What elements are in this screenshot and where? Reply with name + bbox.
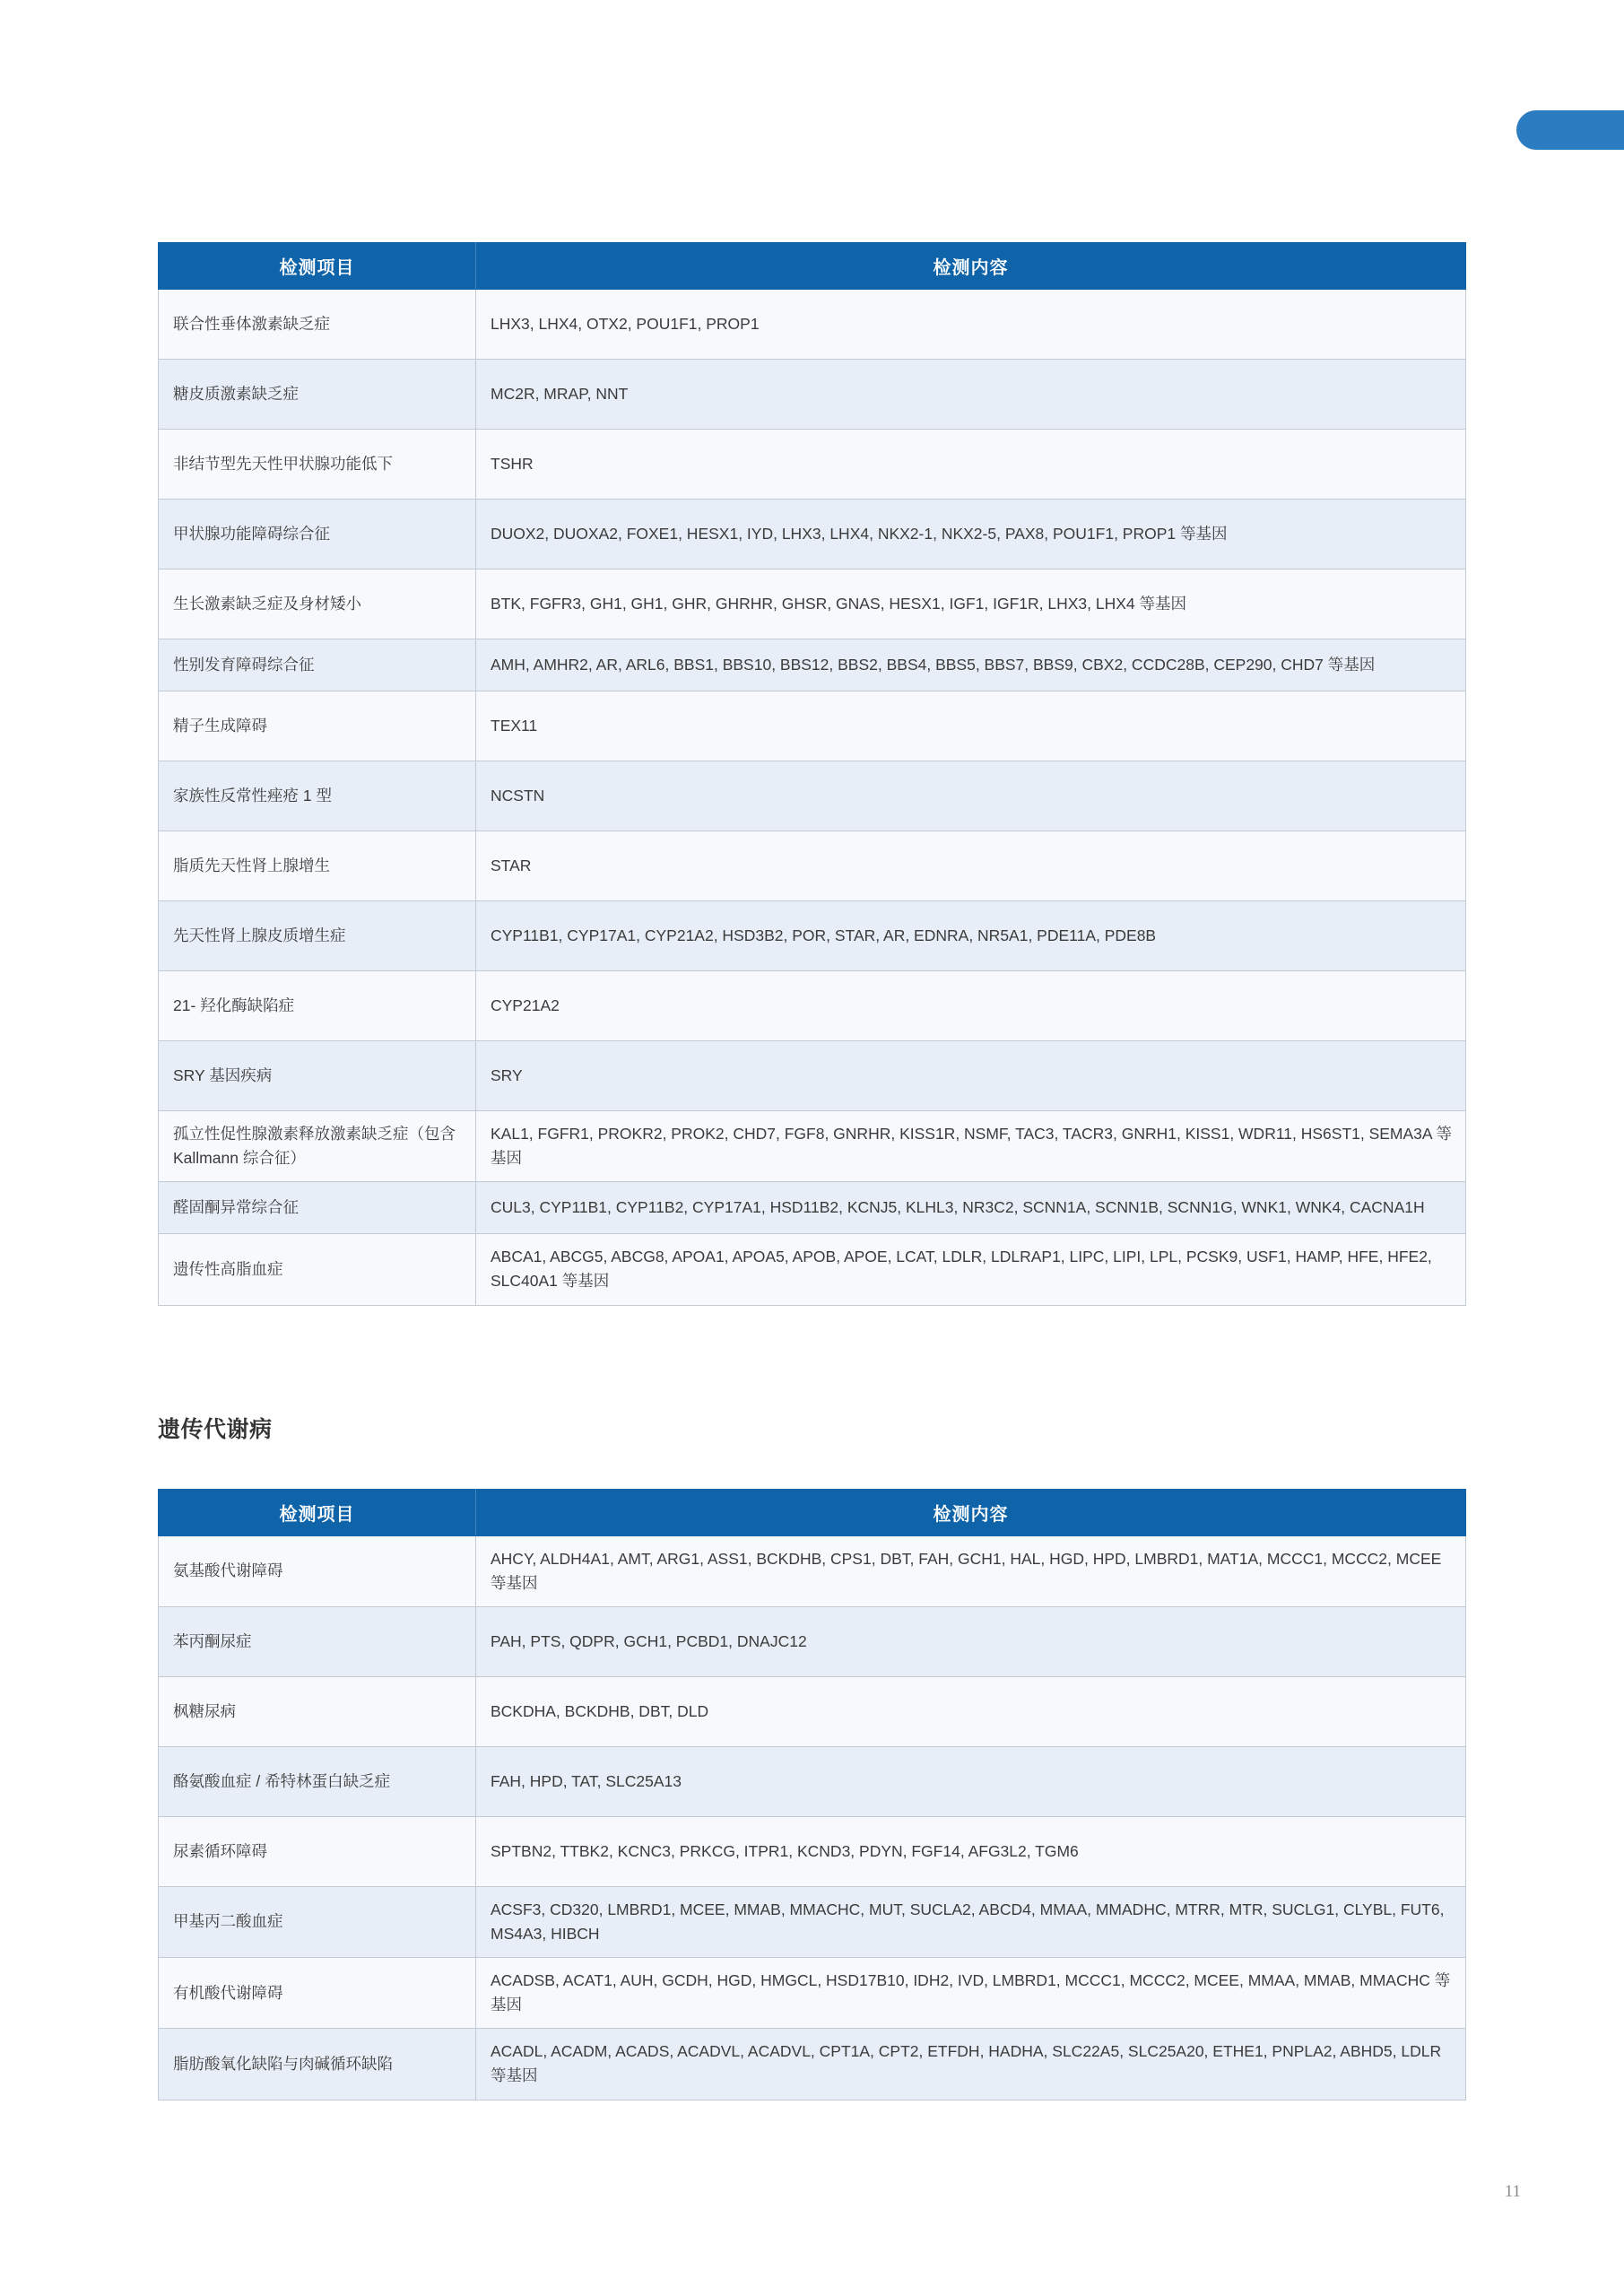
table-2-body [159,1535,1466,2100]
table-1-header [159,243,1466,290]
cell-detection-content: CYP11B1, CYP17A1, CYP21A2, HSD3B2, POR, STAR, AR, EDNRA, NR5A1, PDE11A, PDE8B [476,901,1466,971]
section-title-metabolic: 遗传代谢病 [158,1416,273,1442]
corner-tab-decoration [1516,110,1624,150]
table-row [159,290,1466,360]
page-number: 11 [1504,2182,1521,2201]
title-spacer [158,1444,1465,1489]
detection-table-2 [158,1489,1466,2100]
table-1-body [159,290,1466,1306]
cell-detection-item: 非结节型先天性甲状腺功能低下 [159,430,476,500]
cell-detection-item: 酪氨酸血症 / 希特林蛋白缺乏症 [159,1746,476,1816]
column-header-item: 检测项目 [159,1489,476,1535]
cell-detection-item: 21- 羟化酶缺陷症 [159,971,476,1041]
cell-detection-item: 家族性反常性痤疮 1 型 [159,761,476,831]
cell-detection-item: 氨基酸代谢障碍 [159,1535,476,1606]
table-row [159,1535,1466,1606]
cell-detection-content: NCSTN [476,761,1466,831]
cell-detection-item: SRY 基因疾病 [159,1041,476,1111]
cell-detection-content: STAR [476,831,1466,901]
table-row [159,570,1466,639]
detection-table-1 [158,242,1466,1306]
cell-detection-content: AHCY, ALDH4A1, AMT, ARG1, ASS1, BCKDHB, CPS1, DBT, FAH, GCH1, HAL, HGD, HPD, LMBRD1, MAT1A, MCCC1, MCCC2, MCEE 等基因 [476,1535,1466,1606]
table-row [159,430,1466,500]
table-row [159,2029,1466,2100]
table-row [159,1816,1466,1886]
cell-detection-content: ACADL, ACADM, ACADS, ACADVL, ACADVL, CPT1A, CPT2, ETFDH, HADHA, SLC22A5, SLC25A20, ETHE1, PNPLA2, ABHD5, LDLR 等基因 [476,2029,1466,2100]
cell-detection-content: PAH, PTS, QDPR, GCH1, PCBD1, DNAJC12 [476,1606,1466,1676]
cell-detection-content: ACSF3, CD320, LMBRD1, MCEE, MMAB, MMACHC, MUT, SUCLA2, ABCD4, MMAA, MMADHC, MTRR, MTR, SUCLG1, CLYBL, FUT6, MS4A3, HIBCH [476,1886,1466,1957]
cell-detection-item: 生长激素缺乏症及身材矮小 [159,570,476,639]
cell-detection-content: BTK, FGFR3, GH1, GH1, GHR, GHRHR, GHSR, GNAS, HESX1, IGF1, IGF1R, LHX3, LHX4 等基因 [476,570,1466,639]
cell-detection-item: 孤立性促性腺激素释放激素缺乏症（包含 Kallmann 综合征） [159,1111,476,1182]
cell-detection-content: ACADSB, ACAT1, AUH, GCDH, HGD, HMGCL, HSD17B10, IDH2, IVD, LMBRD1, MCCC1, MCCC2, MCEE, MMAA, MMAB, MMACHC 等基因 [476,1958,1466,2029]
cell-detection-item: 甲基丙二酸血症 [159,1886,476,1957]
cell-detection-content: CUL3, CYP11B1, CYP11B2, CYP17A1, HSD11B2, KCNJ5, KLHL3, NR3C2, SCNN1A, SCNN1B, SCNN1G, WNK1, WNK4, CACNA1H [476,1182,1466,1234]
cell-detection-item: 先天性肾上腺皮质增生症 [159,901,476,971]
cell-detection-item: 甲状腺功能障碍综合征 [159,500,476,570]
column-header-item: 检测项目 [159,243,476,290]
table-row [159,1234,1466,1305]
cell-detection-item: 精子生成障碍 [159,691,476,761]
cell-detection-content: KAL1, FGFR1, PROKR2, PROK2, CHD7, FGF8, GNRHR, KISS1R, NSMF, TAC3, TACR3, GNRH1, KISS1, WDR11, HS6ST1, SEMA3A 等基因 [476,1111,1466,1182]
cell-detection-item: 联合性垂体激素缺乏症 [159,290,476,360]
table-row [159,1676,1466,1746]
table-row [159,691,1466,761]
table-header-row [159,1489,1466,1535]
column-header-content: 检测内容 [476,1489,1466,1535]
table-row [159,1606,1466,1676]
table-row [159,1746,1466,1816]
cell-detection-item: 脂质先天性肾上腺增生 [159,831,476,901]
section-spacer [158,1306,1465,1412]
cell-detection-item: 糖皮质激素缺乏症 [159,360,476,430]
table-row [159,1111,1466,1182]
cell-detection-content: AMH, AMHR2, AR, ARL6, BBS1, BBS10, BBS12, BBS2, BBS4, BBS5, BBS7, BBS9, CBX2, CCDC28B, CEP290, CHD7 等基因 [476,639,1466,691]
table-row [159,901,1466,971]
table-row [159,761,1466,831]
cell-detection-content: CYP21A2 [476,971,1466,1041]
table-row [159,831,1466,901]
cell-detection-item: 枫糖尿病 [159,1676,476,1746]
cell-detection-content: SPTBN2, TTBK2, KCNC3, PRKCG, ITPR1, KCND3, PDYN, FGF14, AFG3L2, TGM6 [476,1816,1466,1886]
table-row [159,360,1466,430]
table-2-header [159,1489,1466,1535]
cell-detection-item: 醛固酮异常综合征 [159,1182,476,1234]
cell-detection-item: 苯丙酮尿症 [159,1606,476,1676]
table-header-row [159,243,1466,290]
cell-detection-content: MC2R, MRAP, NNT [476,360,1466,430]
cell-detection-content: TEX11 [476,691,1466,761]
cell-detection-content: SRY [476,1041,1466,1111]
table-row [159,1886,1466,1957]
cell-detection-item: 遗传性高脂血症 [159,1234,476,1305]
cell-detection-content: FAH, HPD, TAT, SLC25A13 [476,1746,1466,1816]
cell-detection-item: 尿素循环障碍 [159,1816,476,1886]
cell-detection-content: DUOX2, DUOXA2, FOXE1, HESX1, IYD, LHX3, LHX4, NKX2-1, NKX2-5, PAX8, POU1F1, PROP1 等基因 [476,500,1466,570]
column-header-content: 检测内容 [476,243,1466,290]
table-row [159,1182,1466,1234]
cell-detection-item: 性别发育障碍综合征 [159,639,476,691]
cell-detection-content: ABCA1, ABCG5, ABCG8, APOA1, APOA5, APOB, APOE, LCAT, LDLR, LDLRAP1, LIPC, LIPI, LPL, PCSK9, USF1, HAMP, HFE, HFE2, SLC40A1 等基因 [476,1234,1466,1305]
cell-detection-content: BCKDHA, BCKDHB, DBT, DLD [476,1676,1466,1746]
cell-detection-item: 有机酸代谢障碍 [159,1958,476,2029]
table-row [159,1041,1466,1111]
table-row [159,971,1466,1041]
table-row [159,1958,1466,2029]
page-content [158,242,1465,2100]
table-row [159,500,1466,570]
cell-detection-content: TSHR [476,430,1466,500]
cell-detection-content: LHX3, LHX4, OTX2, POU1F1, PROP1 [476,290,1466,360]
cell-detection-item: 脂肪酸氧化缺陷与肉碱循环缺陷 [159,2029,476,2100]
table-row [159,639,1466,691]
